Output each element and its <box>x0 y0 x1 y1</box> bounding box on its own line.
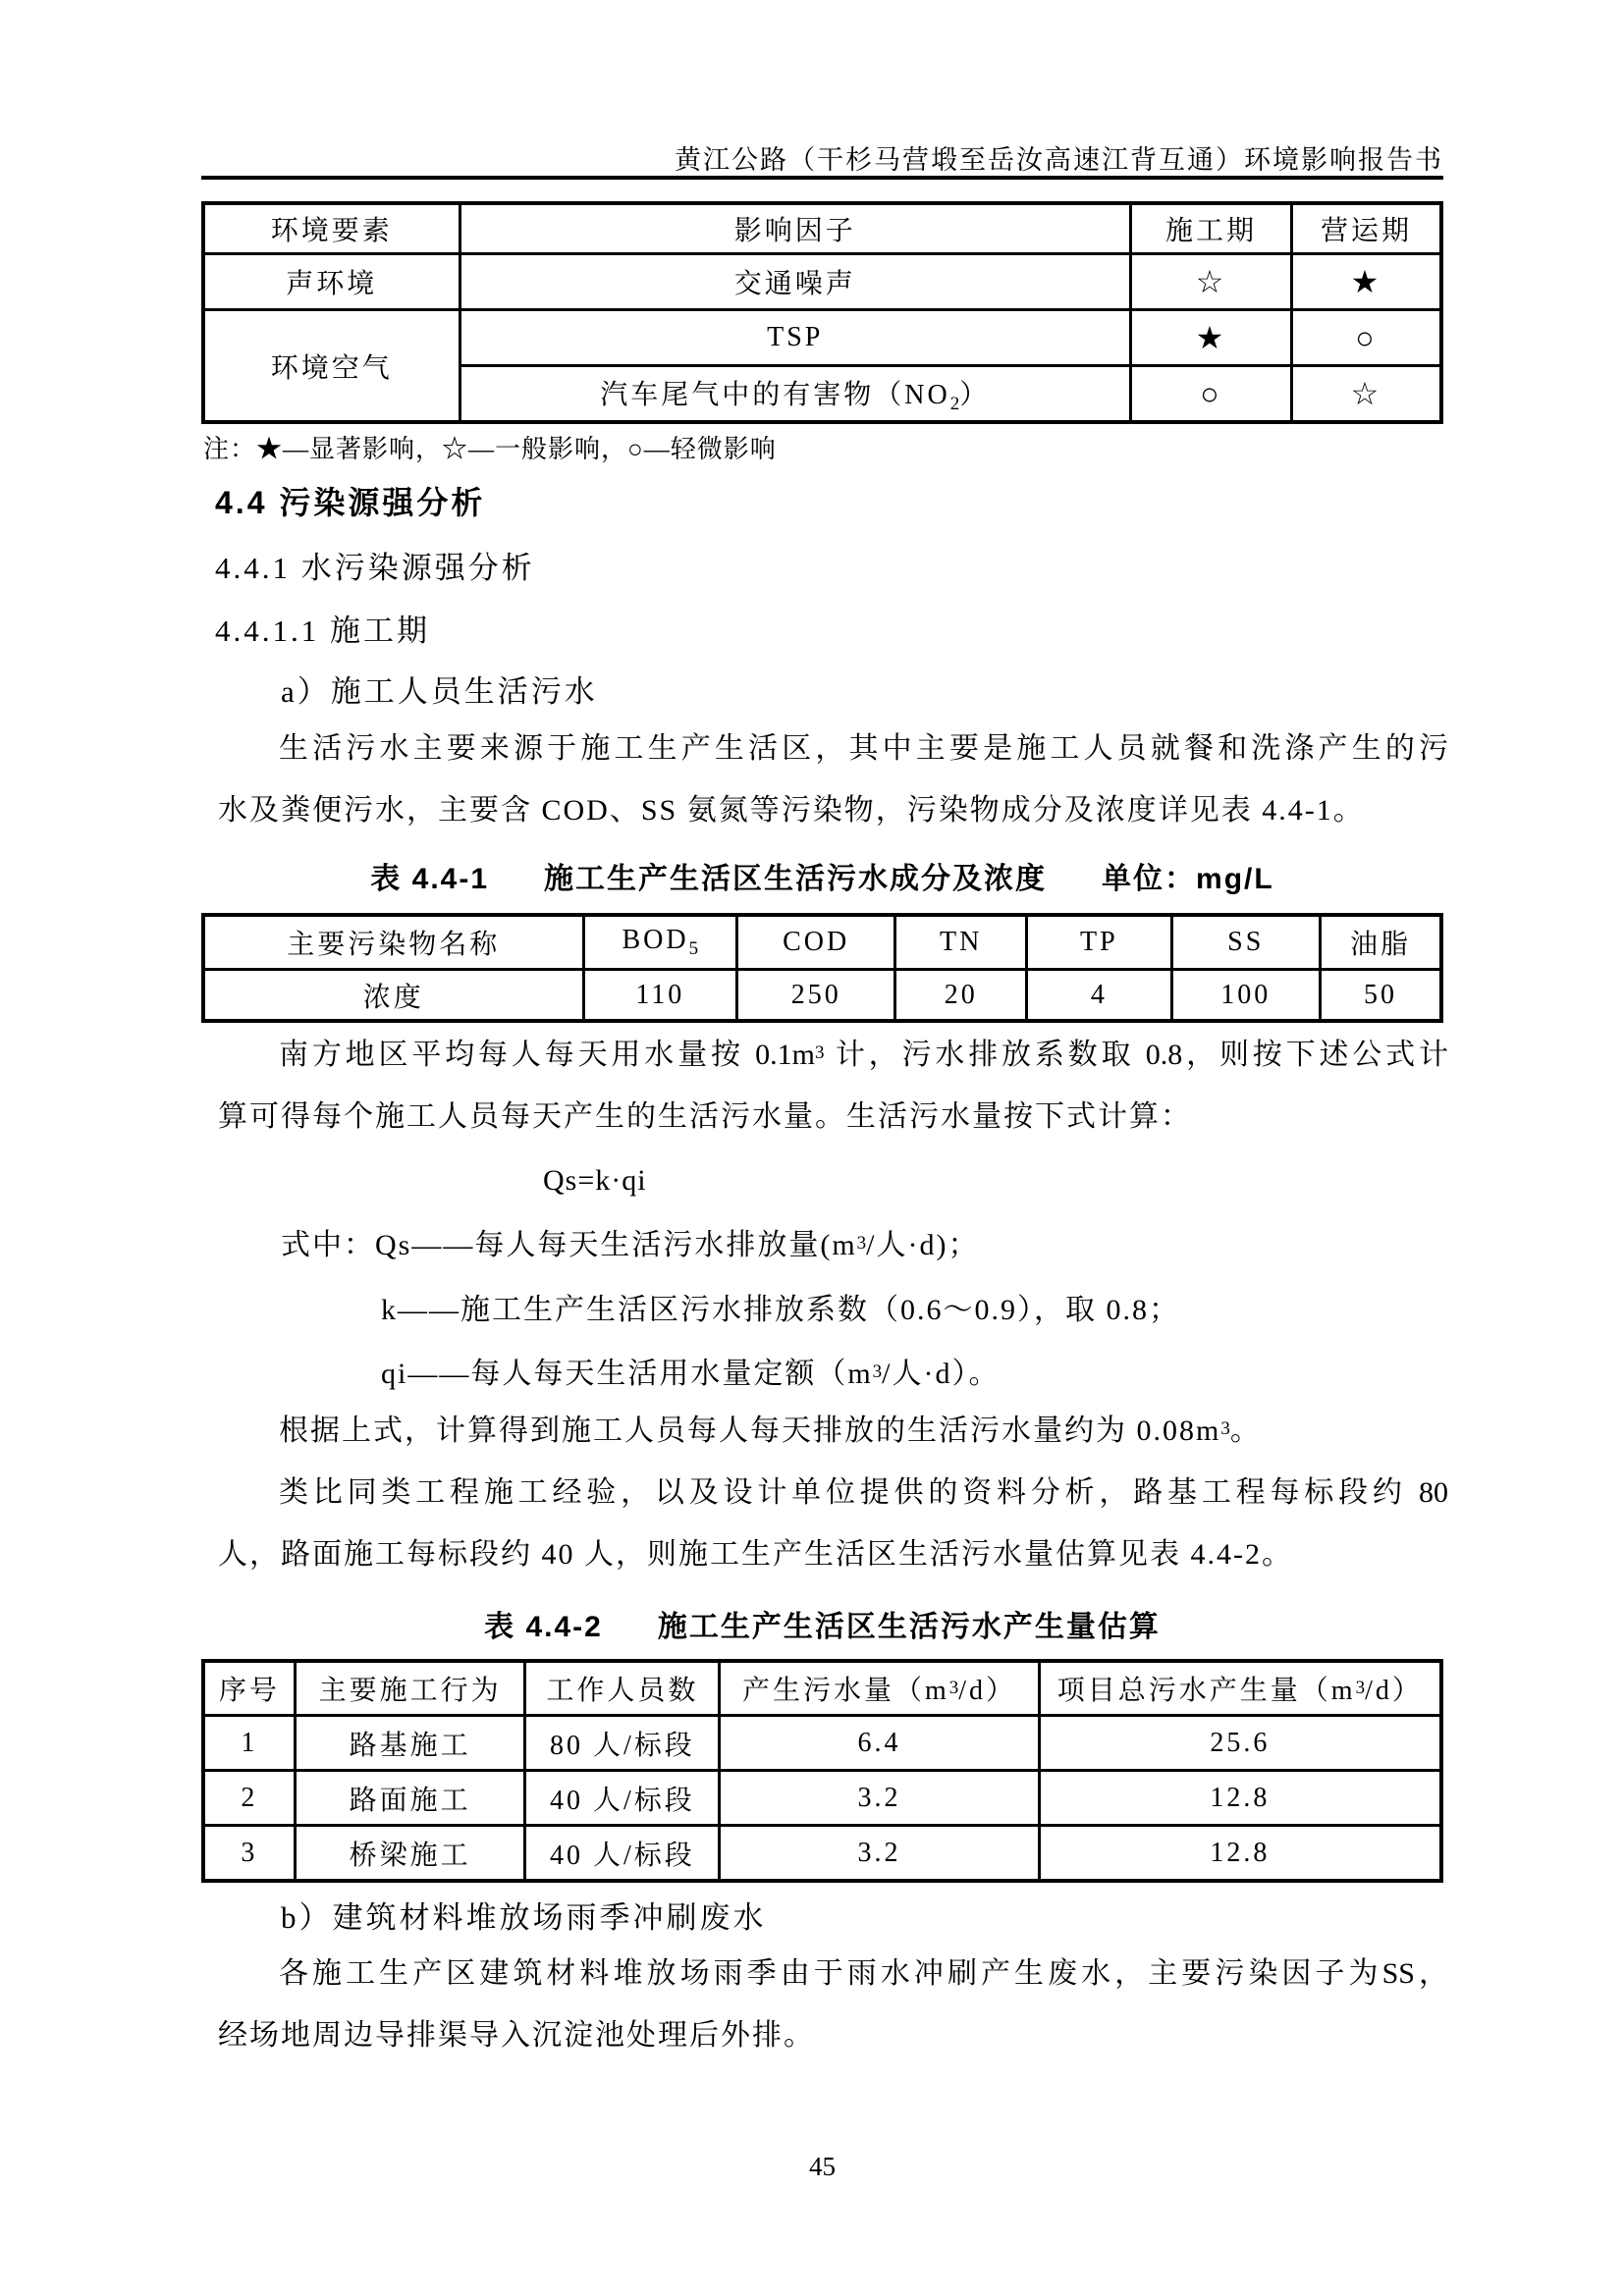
cubic-superscript: 3 <box>814 1042 825 1063</box>
caption-label: 表 4.4-1 <box>370 863 490 895</box>
paragraph-line: 南方地区平均每人每天用水量按 $0.1m^3$ 计，污水排放系数取 0.8，则按下述公式计 <box>279 1039 1448 1071</box>
page-number: 45 <box>809 2152 836 2181</box>
cell-element-air: 环境空气 <box>203 310 460 423</box>
col-header-no: 序号 <box>203 1661 295 1716</box>
cell-no: 2 <box>203 1771 295 1826</box>
header-rule <box>201 176 1443 180</box>
cell-value: 4 <box>1027 970 1172 1022</box>
caption-unit: 单位：mg/L <box>1102 863 1274 895</box>
table-4-4-2-caption <box>201 1602 1443 1645</box>
section-heading-4-4-1-1: 4.4.1.1 施工期 <box>215 614 430 648</box>
cell-workers: 80 人/标段 <box>525 1716 720 1771</box>
cubic-superscript: 3 <box>872 1362 883 1382</box>
cell-factor: 交通噪声 <box>460 254 1130 310</box>
definition-qs: 式中：Qs——每人每天生活污水排放量($m^3/$人·d)； <box>281 1229 980 1261</box>
paragraph-line: 生活污水主要来源于施工生产生活区，其中主要是施工人员就餐和洗涤产生的污 <box>279 732 1448 765</box>
col-header-workers: 工作人员数 <box>525 1661 720 1716</box>
cubic-superscript: 3 <box>1355 1678 1366 1698</box>
col-header-ss: SS <box>1171 915 1320 970</box>
table-row <box>203 254 1441 310</box>
no2-subscript: 2 <box>949 393 960 414</box>
subitem-b-heading: b）建筑材料堆放场雨季冲刷废水 <box>281 1900 767 1935</box>
cell-value: 110 <box>583 970 736 1022</box>
paragraph-line: 水及粪便污水，主要含 COD、SS 氨氮等污染物，污染物成分及浓度详见表 4.4-1。 <box>218 794 1365 827</box>
col-header-element: 环境要素 <box>203 203 460 254</box>
sewage-estimate-table <box>201 1659 1443 1883</box>
cell-value: 20 <box>895 970 1027 1022</box>
col-header-tn: TN <box>895 915 1027 970</box>
section-heading-4-4-1: 4.4.1 水污染源强分析 <box>215 551 535 585</box>
rating-symbol: ☆ <box>1291 366 1441 423</box>
paragraph-line: 人，路面施工每标段约 40 人，则施工生产生活区生活污水量估算见表 4.4-2。 <box>218 1538 1293 1571</box>
rating-symbol: ★ <box>1291 254 1441 310</box>
col-header-pollutant: 主要污染物名称 <box>203 915 583 970</box>
cell-value: 100 <box>1171 970 1320 1022</box>
cell-total: 12.8 <box>1039 1826 1441 1882</box>
table-header-row <box>203 1661 1441 1716</box>
col-header-factor: 影响因子 <box>460 203 1130 254</box>
sewage-composition-table <box>201 913 1443 1023</box>
col-header-cod: COD <box>736 915 894 970</box>
caption-label: 表 4.4-2 <box>484 1611 603 1643</box>
cell-activity: 路面施工 <box>295 1771 525 1826</box>
cubic-superscript: 3 <box>856 1233 867 1254</box>
cell-total: 25.6 <box>1039 1716 1441 1771</box>
paragraph-line: 根据上式，计算得到施工人员每人每天排放的生活污水量约为 $0.08m^3$。 <box>279 1415 1262 1447</box>
cell-no: 3 <box>203 1826 295 1882</box>
cell-workers: 40 人/标段 <box>525 1826 720 1882</box>
cell-sewage: 6.4 <box>720 1716 1039 1771</box>
table-4-4-1-caption <box>201 854 1443 897</box>
table-row <box>203 1716 1441 1771</box>
cell-activity: 桥梁施工 <box>295 1826 525 1882</box>
table-row <box>203 970 1441 1022</box>
col-header-operation: 营运期 <box>1291 203 1441 254</box>
cell-no: 1 <box>203 1716 295 1771</box>
col-header-total: 项目总污水产生量$(m^3/d)$ <box>1039 1661 1441 1716</box>
cubic-superscript: 3 <box>1220 1418 1230 1439</box>
cell-workers: 40 人/标段 <box>525 1771 720 1826</box>
rating-symbol: ★ <box>1130 310 1291 366</box>
table-legend-note: 注：★—显著影响，☆—一般影响，○—轻微影响 <box>203 435 777 463</box>
cell-value: 50 <box>1320 970 1441 1022</box>
caption-title: 施工生产生活区生活污水成分及浓度 <box>544 863 1048 895</box>
col-header-activity: 主要施工行为 <box>295 1661 525 1716</box>
paragraph-line: 算可得每个施工人员每天产生的生活污水量。生活污水量按下式计算： <box>218 1100 1192 1133</box>
rating-symbol: ☆ <box>1130 254 1291 310</box>
cell-total: 12.8 <box>1039 1771 1441 1826</box>
col-header-oil: 油脂 <box>1320 915 1441 970</box>
definition-k: k——施工生产生活区污水排放系数（0.6～0.9），取 0.8； <box>381 1294 1180 1326</box>
formula-qs: Qs=k·qi <box>543 1164 647 1197</box>
cell-sewage: 3.2 <box>720 1771 1039 1826</box>
table-row <box>203 310 1441 366</box>
cell-factor: TSP <box>460 310 1130 366</box>
paragraph-line: 经场地周边导排渠导入沉淀池处理后外排。 <box>218 2019 815 2052</box>
rating-symbol: ○ <box>1130 366 1291 423</box>
cell-label: 浓度 <box>203 970 583 1022</box>
col-header-tp: TP <box>1027 915 1172 970</box>
table-header-row <box>203 915 1441 970</box>
table-header-row <box>203 203 1441 254</box>
cell-element: 声环境 <box>203 254 460 310</box>
section-heading-4-4: 4.4 污染源强分析 <box>215 485 486 520</box>
cell-activity: 路基施工 <box>295 1716 525 1771</box>
col-header-construction: 施工期 <box>1130 203 1291 254</box>
cell-sewage: 3.2 <box>720 1826 1039 1882</box>
cell-factor-no2: 汽车尾气中的有害物$(NO_2)$ <box>460 366 1130 423</box>
paragraph-line: 各施工生产区建筑材料堆放场雨季由于雨水冲刷产生废水，主要污染因子为SS， <box>279 1957 1448 1990</box>
caption-title: 施工生产生活区生活污水产生量估算 <box>657 1611 1161 1643</box>
bod-subscript: 5 <box>688 938 699 959</box>
subitem-a-heading: a）施工人员生活污水 <box>281 674 598 709</box>
cell-value: 250 <box>736 970 894 1022</box>
col-header-bod5: $BOD_5$ <box>583 915 736 970</box>
running-header: 黄江公路（干杉马营塅至岳汝高速江背互通）环境影响报告书 <box>675 145 1443 175</box>
cubic-superscript: 3 <box>948 1678 959 1698</box>
paragraph-line: 类比同类工程施工经验，以及设计单位提供的资料分析，路基工程每标段约 80 <box>279 1476 1448 1509</box>
table-row <box>203 1826 1441 1882</box>
col-header-sewage: 产生污水量$(m^3/d)$ <box>720 1661 1039 1716</box>
rating-symbol: ○ <box>1291 310 1441 366</box>
definition-qi: qi——每人每天生活用水量定额（$m^3/$人·d）。 <box>381 1358 1001 1390</box>
impact-factor-table <box>201 201 1443 424</box>
table-row <box>203 1771 1441 1826</box>
